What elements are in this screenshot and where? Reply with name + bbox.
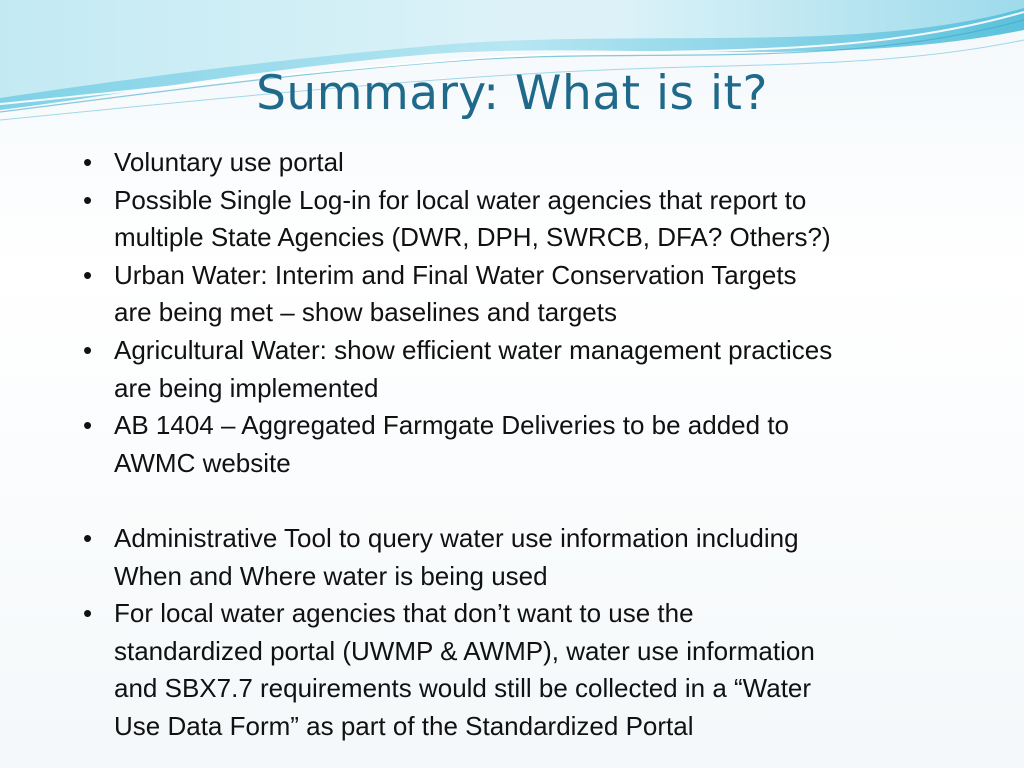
bullet-marker: • [83,259,93,290]
bullet-line: are being met – show baselines and targets [114,297,617,328]
bullet-line: are being implemented [114,372,379,403]
bullet-line: When and Where water is being used [114,560,548,591]
bullet-item [83,332,993,407]
bullet-marker: • [83,184,93,215]
bullet-item [83,182,993,257]
bullet-line: AWMC website [114,447,291,478]
bullet-marker: • [83,598,93,629]
bullet-marker: • [83,522,93,553]
bullet-line: Agricultural Water: show efficient water management practices [114,334,833,365]
slide-title: Summary: What is it? [256,66,768,121]
bullet-item [83,144,993,182]
bullet-line: multiple State Agencies (DWR, DPH, SWRCB, DFA? Others?) [114,222,831,253]
bullet-line: Administrative Tool to query water use information including [114,522,799,553]
bullet-line: Possible Single Log-in for local water agencies that report to [114,184,807,215]
bullet-line: Use Data Form” as part of the Standardized Portal [114,710,694,741]
bullet-line: Voluntary use portal [114,147,344,177]
bullet-spacer [83,482,993,520]
bullet-line: AB 1404 – Aggregated Farmgate Deliveries to be added to [114,410,789,441]
bullet-item [83,257,993,332]
bullet-item [83,407,993,482]
bullet-line: For local water agencies that don’t want to use the [114,598,694,629]
bullet-line: standardized portal (UWMP & AWMP), water use information [114,635,815,666]
bullet-list [83,144,993,746]
bullet-marker: • [83,147,93,177]
bullet-marker: • [83,410,93,441]
bullet-line: and SBX7.7 requirements would still be collected in a “Water [114,673,812,704]
bullet-marker: • [83,334,93,365]
bullet-line: Urban Water: Interim and Final Water Conservation Targets [114,259,797,290]
bullet-item [83,520,993,595]
bullet-item [83,595,993,745]
